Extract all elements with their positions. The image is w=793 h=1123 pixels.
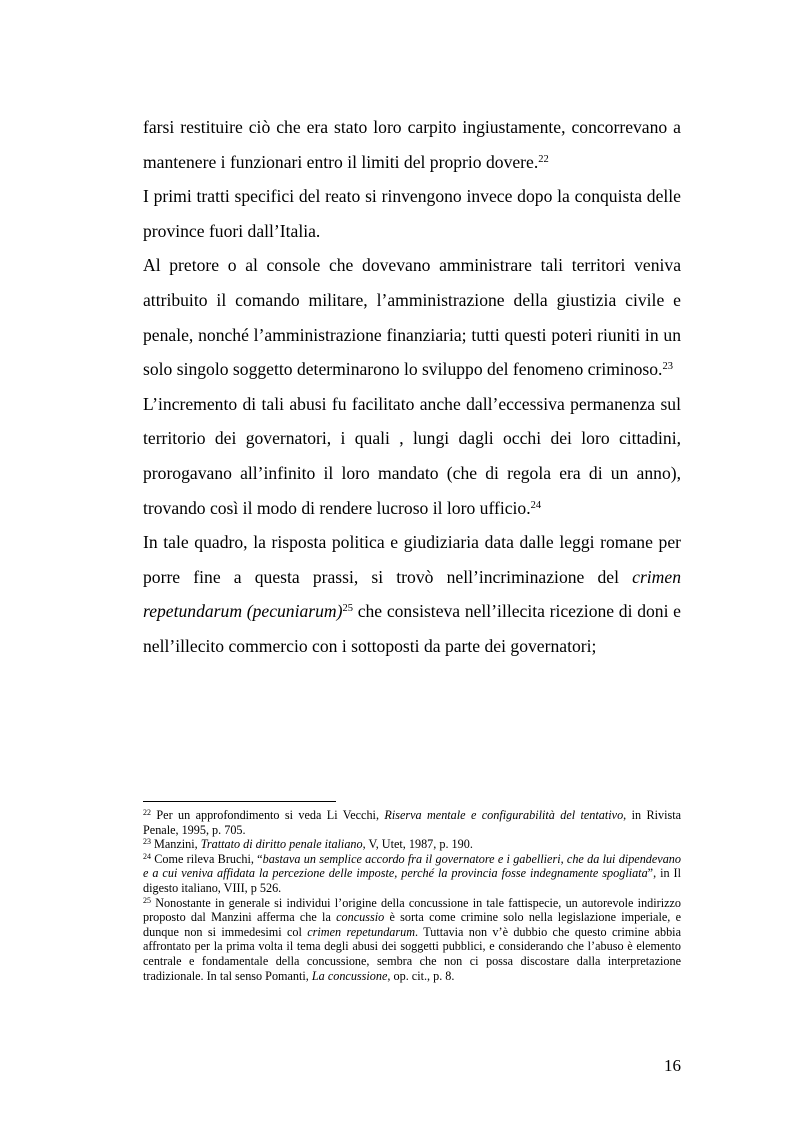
latin-term: crimen repetundarum (pecuniarum) [143,566,681,622]
paragraph-2: I primi tratti specifici del reato si rinvengono invece dopo la conquista delle province fuori dall’Italia. [143,186,681,241]
footnote-ref-22[interactable]: 22 [538,153,549,165]
footnote-23: $^{23}$ Manzini, Trattato di diritto penale italiano, V, Utet, 1987, p. 190. [143,837,473,852]
footnote-ref-24[interactable]: 24 [530,499,542,511]
footnote-24: $^{24}$ Come rileva Bruchi, “bastava un semplice accordo fra il governatore e i gabellieri, che da lui dipendevano e a cui veniva affidata la percezione delle imposte, perché la provincia fosse indegnamente spogliata”, in Il digesto italiano, VIII, p 526. [143,851,681,895]
footnote-ref-23[interactable]: 23 [662,361,673,373]
paragraph-1: farsi restituire ciò che era stato loro carpito ingiustamente, concorrevano a mantenere i funzionari entro il limiti del proprio dovere.$^{22}$ [143,117,681,172]
footnotes [143,808,681,983]
footnote-22: $^{22}$ Per un approfondimento si veda Li Vecchi, Riserva mentale e configurabilità del tentativo, in Rivista Penale, 1995, p. 705. [143,808,681,837]
footnote-25: $^{25}$ Nonostante in generale si individui l’origine della concussione in tale fattispecie, un autorevole indirizzo proposto dal Manzini afferma che la concussio è sorta come crimine solo nella legislazione imperiale, e dunque non si immedesimi col crimen repetundarum. Tuttavia non v’è dubbio che questo crimine abbia affrontato per la prima volta il tema degli abusi dei soggetti pubblici, e considerando che l’abuso è elemento centrale e fondamentale della concussione, sembra che non ci possa discostare dalla interpretazione tradizionale. In tal senso Pomanti, La concussione, op. cit., p. 8. [143,895,681,983]
main-text [143,110,681,664]
paragraph-5: In tale quadro, la risposta politica e giudiziaria data dalle leggi romane per porre fine a questa prassi, si trovò nell’incriminazione del crimen repetundarum (pecuniarum)$^{25}$ che consisteva nell’illecita ricezione di doni e nell’illecito commercio con i sottoposti da parte dei governatori; [143,532,681,656]
page-number: 16 [664,1056,681,1075]
footnote-ref-25[interactable]: 25 [342,603,353,615]
footnote-separator [143,801,336,802]
paragraph-3: Al pretore o al console che dovevano amministrare tali territori veniva attribuito il comando militare, l’amministrazione della giustizia civile e penale, nonché l’amministrazione finanziaria; tutti questi poteri riuniti in un solo singolo soggetto determinarono lo sviluppo del fenomeno criminoso.$^{23}$ [143,255,681,380]
paragraph-4: L’incremento di tali abusi fu facilitato anche dall’eccessiva permanenza sul territorio dei governatori, i quali , lungi dagli occhi dei loro cittadini, prorogavano all’infinito il loro mandato (che di regola era di un anno), trovando così il modo di rendere lucroso il loro ufficio.$^{24}$ [143,393,681,518]
